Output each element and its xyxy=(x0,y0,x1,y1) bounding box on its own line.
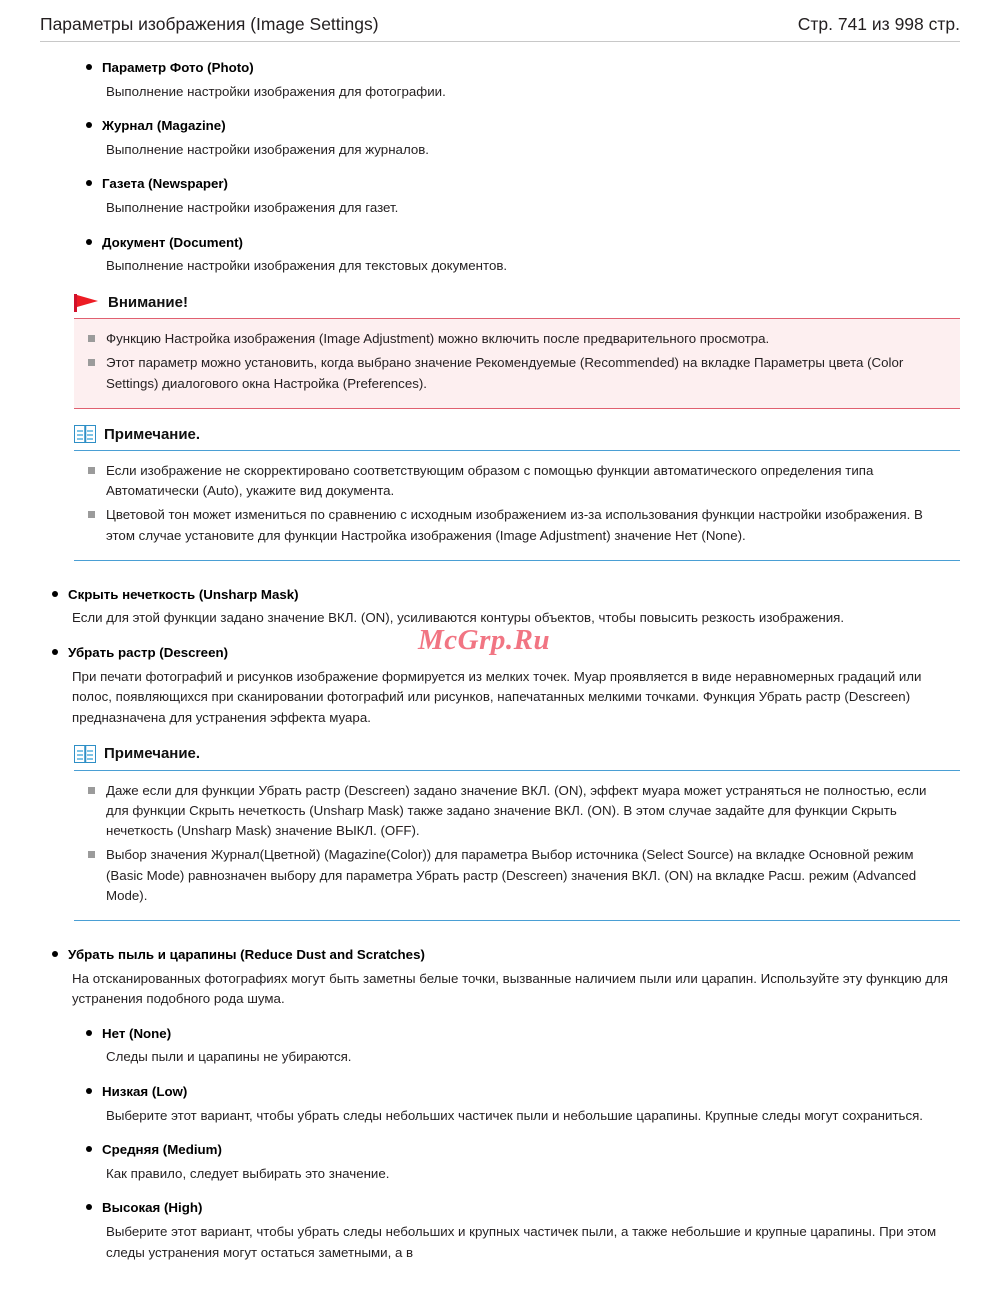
square-bullet-icon xyxy=(88,511,95,518)
bullet-dot-icon xyxy=(86,1088,92,1094)
bullet-dot-icon xyxy=(86,122,92,128)
bullet-dot-icon xyxy=(86,1030,92,1036)
bullet-dot-icon xyxy=(86,239,92,245)
warning-text: Функцию Настройка изображения (Image Adjustment) можно включить после предварительного просмотра. xyxy=(106,331,770,347)
warning-flag-icon xyxy=(74,294,100,312)
list-item xyxy=(86,781,946,842)
note-callout-header xyxy=(74,742,960,765)
list-item-title: Нет (None) xyxy=(102,1025,172,1041)
list-item xyxy=(40,1140,960,1184)
list-item-body: Выполнение настройки изображения для газет. xyxy=(106,200,399,216)
list-item xyxy=(86,505,946,545)
square-bullet-icon xyxy=(88,335,95,342)
list-item xyxy=(40,1082,960,1126)
list-item-title: Газета (Newspaper) xyxy=(102,176,228,192)
list-item-body: Как правило, следует выбирать это значение. xyxy=(106,1165,390,1181)
list-item-title: Убрать растр (Descreen) xyxy=(68,645,229,661)
warning-text: Этот параметр можно установить, когда выбрано значение Рекомендуемые (Recommended) на вкладке Параметры цвета (Color Settings) диалогового окна Настройка (Preferences). xyxy=(106,355,904,391)
bullet-dot-icon xyxy=(86,180,92,186)
square-bullet-icon xyxy=(88,851,95,858)
list-item xyxy=(40,116,960,160)
list-item-body: Выполнение настройки изображения для фотографии. xyxy=(106,83,446,99)
warning-box xyxy=(74,318,960,409)
note-text: Выбор значения Журнал(Цветной) (Magazine(Color)) для параметра Выбор источника (Select Source) на вкладке Основной режим (Basic Mode) равнозначен выбору для параметра Убрать растр (Descreen) значения ВКЛ. (ON) на вкладке Расш. режим (Advanced Mode). xyxy=(106,847,917,903)
note-label: Примечание. xyxy=(104,745,201,763)
list-item-body: При печати фотографий и рисунков изображение формируется из мелких точек. Муар проявляется в виде неравномерных градаций или полос, появляющихся при сканировании фотографий или рисунков, напечатанных мелкими точками. Функция Убрать растр (Descreen) предназначена для устранения эффекта муара. xyxy=(72,668,922,725)
note-callout xyxy=(74,423,960,561)
list-item-title: Высокая (High) xyxy=(102,1200,203,1216)
list-item-body: Если для этой функции задано значение ВКЛ. (ON), усиливаются контуры объектов, чтобы повысить резкость изображения. xyxy=(72,610,845,626)
square-bullet-icon xyxy=(88,787,95,794)
warning-callout xyxy=(74,291,960,409)
bullet-dot-icon xyxy=(86,1146,92,1152)
list-item xyxy=(40,585,960,629)
list-item xyxy=(40,643,960,728)
list-item-title: Убрать пыль и царапины (Reduce Dust and Scratches) xyxy=(68,946,425,962)
list-item xyxy=(40,58,960,102)
warning-label: Внимание! xyxy=(108,293,188,311)
warning-callout-header xyxy=(74,291,960,314)
list-item-title: Скрыть нечеткость (Unsharp Mask) xyxy=(68,586,299,602)
square-bullet-icon xyxy=(88,467,95,474)
list-item xyxy=(86,353,946,393)
list-item-title: Параметр Фото (Photo) xyxy=(102,60,254,75)
list-item xyxy=(40,1024,960,1068)
list-item-body: На отсканированных фотографиях могут быть заметны белые точки, вызванные наличием пыли или царапин. Используйте эту функцию для устранения подобного рода шума. xyxy=(72,970,949,1007)
list-item xyxy=(86,329,946,349)
list-item-body: Следы пыли и царапины не убираются. xyxy=(106,1049,352,1065)
list-item-title: Журнал (Magazine) xyxy=(102,118,226,134)
list-item xyxy=(40,233,960,277)
note-callout-header xyxy=(74,423,960,446)
list-item xyxy=(40,1198,960,1263)
list-item-title: Низкая (Low) xyxy=(102,1083,188,1099)
note-text: Цветовой тон может измениться по сравнению с исходным изображением из-за использования функции настройки изображения. В этом случае установите для функции Настройка изображения (Image Adjustment) значение Нет (None). xyxy=(106,507,923,543)
bullet-dot-icon xyxy=(86,64,92,70)
note-box xyxy=(74,770,960,921)
bullet-dot-icon xyxy=(86,1204,92,1210)
bullet-dot-icon xyxy=(52,649,58,655)
note-callout xyxy=(74,742,960,920)
list-item-title: Средняя (Medium) xyxy=(102,1142,222,1158)
list-item xyxy=(86,461,946,501)
list-item xyxy=(40,174,960,218)
list-item-body: Выберите этот вариант, чтобы убрать следы небольших и крупных частичек пыли, а также небольшие и крупные царапины. При этом следы устранения могут остаться заметными, а в xyxy=(106,1224,937,1260)
list-item-body: Выполнение настройки изображения для журналов. xyxy=(106,141,430,157)
note-text: Если изображение не скорректировано соответствующим образом с помощью функции автоматического определения типа Автоматически (Auto), укажите вид документа. xyxy=(106,462,874,499)
list-item-body: Выполнение настройки изображения для текстовых документов. xyxy=(106,258,508,274)
bullet-dot-icon xyxy=(52,951,58,957)
list-item-body: Выберите этот вариант, чтобы убрать следы небольших частичек пыли и небольшие царапины. Крупные следы могут сохраниться. xyxy=(106,1107,924,1123)
page-title: Параметры изображения (Image Settings) xyxy=(40,14,379,34)
note-box xyxy=(74,450,960,561)
book-note-icon xyxy=(74,745,96,763)
note-text: Даже если для функции Убрать растр (Descreen) задано значение ВКЛ. (ON), эффект муара может устраняться не полностью, если для функции Скрыть нечеткость (Unsharp Mask) также задано значение ВКЛ. (ON). В этом случае задайте для функции Скрыть нечеткость (Unsharp Mask) значение ВЫКЛ. (OFF). xyxy=(106,782,927,839)
note-label: Примечание. xyxy=(104,425,201,443)
header-divider xyxy=(40,41,960,42)
page-number-indicator: Стр. 741 из 998 стр. xyxy=(797,14,960,34)
list-item-title: Документ (Document) xyxy=(102,234,243,250)
bullet-dot-icon xyxy=(52,591,58,597)
document-content xyxy=(40,58,960,1263)
list-item xyxy=(40,945,960,1010)
list-item xyxy=(86,845,946,906)
book-note-icon xyxy=(74,425,96,443)
page-header xyxy=(40,10,960,41)
watermark: McGrp.Ru xyxy=(418,624,551,656)
square-bullet-icon xyxy=(88,359,95,366)
